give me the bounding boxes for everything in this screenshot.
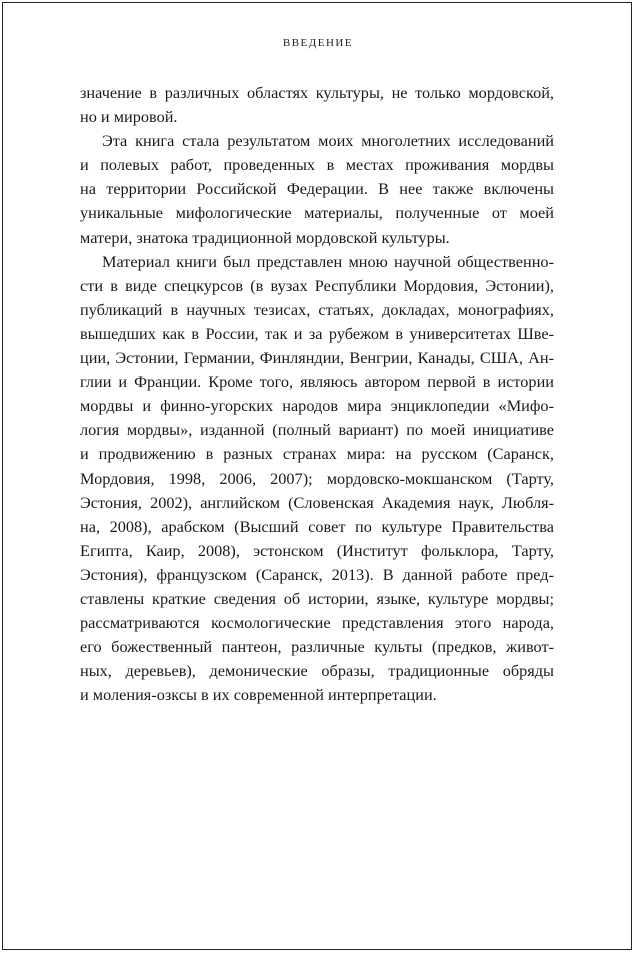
text-line: уникальные мифологические материалы, полученные от моей — [80, 203, 554, 223]
text-line: значение в различных областях культуры, не только мордовской, — [80, 83, 554, 102]
text-line: логия мордвы», изданной (полный вариант) по моей инициативе — [80, 420, 554, 440]
text-line: Эта книга стала результатом моих многолетних исследований — [102, 131, 554, 151]
text-line: публикаций в научных тезисах, статьях, докладах, монографиях, — [80, 299, 554, 319]
text-line: ставлены краткие сведения об истории, языке, культуре мордвы; — [80, 588, 554, 608]
text-line: и продвижению в разных странах мира: на русском (Саранск, — [80, 444, 554, 464]
text-line: Египта, Каир, 2008), эстонском (Институт фольклора, Тарту, — [80, 540, 554, 560]
text-line: ных, деревьев), демонические образы, традиционные обряды — [80, 661, 554, 681]
text-line: Эстония), французском (Саранск, 2013). В данной работе пред- — [80, 564, 554, 584]
text-line: на территории Российской Федерации. В нее также включены — [80, 179, 554, 199]
text-line: рассматриваются космологические представления этого народа, — [80, 613, 554, 633]
text-line: Мордовия, 1998, 2006, 2007); мордовско-мокшанском (Тарту, — [80, 468, 554, 488]
text-line: вышедших как в России, так и за рубежом в университетах Шве- — [80, 323, 554, 343]
text-line: матери, знатока традиционной мордовской культуры. — [80, 227, 450, 247]
text-line: глии и Франции. Кроме того, являюсь автором первой в истории — [80, 372, 554, 392]
text-line: на, 2008), арабском (Высший совет по культуре Правительства — [80, 516, 554, 536]
running-head: ВВЕДЕНИЕ — [282, 37, 354, 49]
text-line: и полевых работ, проведенных в местах проживания мордвы — [80, 155, 554, 175]
text-line: и моления-озксы в их современной интерпретации. — [80, 685, 437, 705]
body-text — [80, 81, 554, 707]
text-line: мордвы и финно-угорских народов мира энциклопедии «Мифо- — [80, 396, 554, 416]
text-line: Материал книги был представлен мною научной общественно- — [102, 251, 554, 271]
text-line: но и мировой. — [80, 107, 178, 127]
text-line: его божественный пантеон, различные культы (предков, живот- — [80, 637, 554, 657]
text-line: ции, Эстонии, Германии, Финляндии, Венгрии, Канады, США, Ан- — [80, 348, 554, 368]
text-line: Эстония, 2002), английском (Словенская Академия наук, Любля- — [80, 492, 554, 512]
text-line: сти в виде спецкурсов (в вузах Республики Мордовия, Эстонии), — [80, 275, 554, 295]
